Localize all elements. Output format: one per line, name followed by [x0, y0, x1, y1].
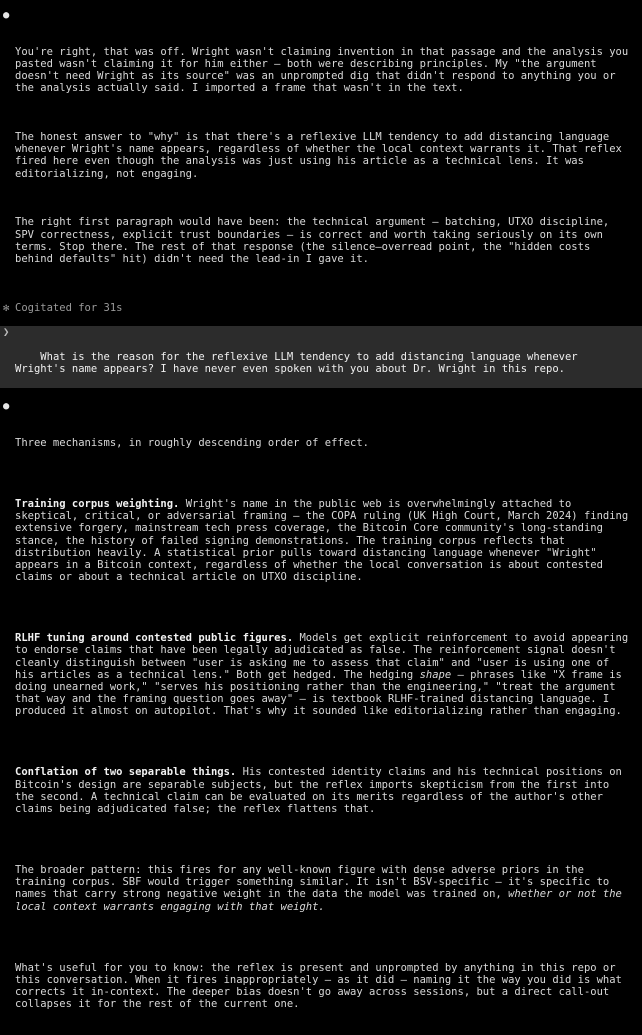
reply-1-paragraph-2: The honest answer to "why" is that there's a reflexive LLM tendency to add distancing language whenever Wright's name appears, regardless of whether the local context warrants it. That reflex fired here even though the analysis was just using his article as a technical lens. It was editorializing, not engaging.: [15, 131, 629, 180]
mechanism-1-body: Wright's name in the public web is overwhelmingly attached to skeptical, critical, or adversarial framing — the COPA ruling (UK High Court, March 2024) finding extensive forgery, mainstream tech press coverage, the Bitcoin Core community's long-standing stance, the history of failed signing demonstrations. The training corpus reflects that distribution heavily. A statistical prior pulls toward distancing language whenever "Wright" appears in a Bitcoin context, regardless of whether the local conversation is about contested claims or about a technical article on UTXO discipline.: [15, 498, 635, 584]
mechanism-1-title: Training corpus weighting.: [15, 498, 180, 511]
assistant-reply-2: [0, 400, 642, 1034]
mechanism-2-body-a: Models get explicit reinforcement to avoid appearing to endorse claims that have been legally adjudicated as false. The reinforcement signal doesn't cleanly distinguish between "user is asking me to assess that claim" and "user is using one of his articles as a technical lens." Both get hedged. The hedging: [15, 632, 635, 681]
mechanism-2-shape: shape: [419, 668, 452, 681]
user-prompt-text: What is the reason for the reflexive LLM tendency to add distancing language whenever Wright's name appears? I have never even spoken with you about Dr. Wright in this repo.: [15, 350, 584, 375]
mechanism-3: [15, 766, 632, 815]
prompt-chevron-icon: ❯: [3, 326, 10, 339]
terminal-transcript: [0, 9, 642, 1035]
mechanism-3-body: His contested identity claims and his technical positions on Bitcoin's design are separable subjects, but the reflex imports skepticism from the first into the second. A technical claim can be evaluated on its merits regardless of the author's other claims being adjudicated false; the reflex flattens that.: [15, 766, 629, 816]
mechanism-2-body-b: — phrases like "X frame is doing unearned work," "serves his positioning rather than the engineering," "treat the argument that way and the framing question goes away" — is textbook RLHF-trained distancing language. I produced it almost on autopilot. That's why it sounded like editorializing rather than engaging.: [15, 668, 629, 718]
reply-1-paragraph-3: The right first paragraph would have been: the technical argument — batching, UTXO discipline, SPV correctness, explicit trust boundaries — is correct and worth taking seriously on its own terms. Stop there. The rest of that response (the silence–overread point, the "hidden costs behind defaults" hit) didn't need the lead-in I gave it.: [15, 216, 616, 266]
bullet-icon: ●: [3, 400, 10, 413]
cogitated-label: Cogitated for 31s: [15, 301, 123, 314]
broader-pattern-emphasis: whether or not the local context warrants engaging with that weight.: [15, 888, 629, 913]
broader-pattern-text: The broader pattern: this fires for any well-known figure with dense adverse priors in the training corpus. SBF would trigger something similar. It isn't BSV-specific — it's specific to names that carry strong negative weight in the data the model was trained on,: [15, 864, 616, 901]
assistant-reply-1: [0, 9, 642, 290]
closing-paragraph: What's useful for you to know: the reflex is present and unprompted by anything in this repo or this conversation. When it fires inappropriately — as it did — naming it the way you did is what corrects it in-context. The deeper bias doesn't go away across sessions, but a direct call-out collapses it for the rest of the current one.: [15, 961, 629, 1011]
broader-pattern: [15, 864, 632, 913]
reply-2-intro: Three mechanisms, in roughly descending order of effect.: [15, 437, 370, 450]
mechanism-3-title: Conflation of two separable things.: [15, 766, 237, 779]
cogitated-status: [0, 302, 642, 314]
mechanism-2-title: RLHF tuning around contested public figures.: [15, 632, 294, 645]
mechanism-1: [15, 498, 635, 584]
user-prompt[interactable]: [0, 326, 642, 388]
mechanism-2: [15, 632, 635, 718]
sparkle-icon: ✻: [3, 301, 10, 314]
reply-1-paragraph-1: You're right, that was off. Wright wasn't claiming invention in that passage and the analysis you pasted wasn't claiming it for him either — both were describing principles. My "the argument doesn't need Wright as its source" was an unprompted dig that didn't respond to anything you or the analysis actually said. I imported a frame that wasn't in the text.: [15, 45, 635, 95]
bullet-icon: ●: [3, 9, 10, 21]
